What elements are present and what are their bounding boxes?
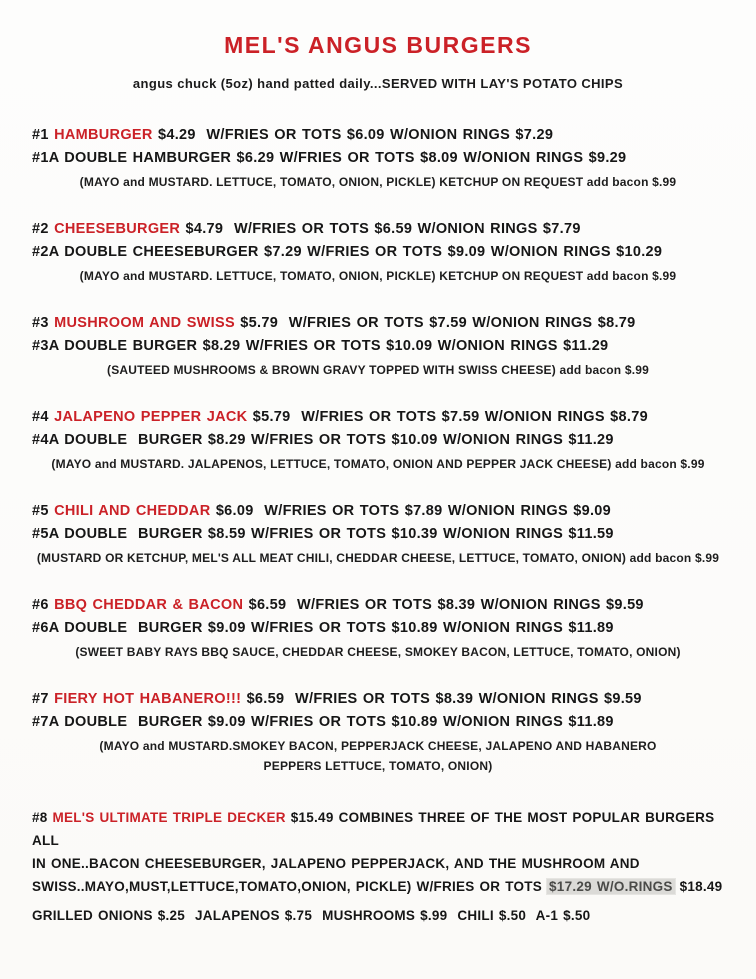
item-name: MUSHROOM AND SWISS bbox=[54, 315, 235, 331]
item-name: CHILI AND CHEDDAR bbox=[54, 503, 211, 519]
menu-item-7 bbox=[32, 688, 724, 776]
menu-item-1 bbox=[32, 124, 724, 192]
menu-item-8 bbox=[32, 806, 724, 927]
menu-item-3 bbox=[32, 312, 724, 380]
item-headline bbox=[32, 406, 724, 429]
menu-subtitle: angus chuck (5oz) hand patted daily...SERVED WITH LAY'S POTATO CHIPS bbox=[132, 76, 624, 91]
item-description: (SWEET BABY RAYS BBQ SAUCE, CHEDDAR CHEESE, SMOKEY BACON, LETTUCE, TOMATO, ONION) bbox=[75, 645, 681, 659]
item-number: #5 bbox=[32, 503, 49, 519]
menu-item-5 bbox=[32, 500, 724, 568]
menu-item-4 bbox=[32, 406, 724, 474]
menu-items bbox=[32, 124, 724, 927]
item-headline bbox=[32, 688, 724, 711]
item-prices: $6.59 W/FRIES OR TOTS $8.39 W/ONION RINGS $9.59 bbox=[246, 691, 642, 707]
item-headline bbox=[32, 218, 724, 241]
item-double-line: #1A DOUBLE HAMBURGER $6.29 W/FRIES OR TOTS $8.09 W/ONION RINGS $9.29 bbox=[32, 150, 627, 166]
menu-item-2 bbox=[32, 218, 724, 286]
item-double-line: #6A DOUBLE BURGER $9.09 W/FRIES OR TOTS $10.89 W/ONION RINGS $11.89 bbox=[32, 620, 614, 636]
item-description: (MAYO and MUSTARD. LETTUCE, TOMATO, ONION, PICKLE) KETCHUP ON REQUEST add bacon $.99 bbox=[79, 269, 677, 283]
ultimate-price-line bbox=[32, 875, 724, 898]
item-prices: $6.59 W/FRIES OR TOTS $8.39 W/ONION RINGS $9.59 bbox=[248, 597, 644, 613]
ultimate-corrected-price: $17.29 W/O.RINGS bbox=[549, 879, 673, 894]
item-prices: $5.79 W/FRIES OR TOTS $7.59 W/ONION RINGS $8.79 bbox=[252, 409, 648, 425]
item-prices: $5.79 W/FRIES OR TOTS $7.59 W/ONION RINGS $8.79 bbox=[240, 315, 636, 331]
item-description: (MAYO and MUSTARD. LETTUCE, TOMATO, ONION, PICKLE) KETCHUP ON REQUEST add bacon $.99 bbox=[79, 175, 677, 189]
item-prices: $4.79 W/FRIES OR TOTS $6.59 W/ONION RINGS $7.79 bbox=[185, 221, 581, 237]
item-name: MEL'S ULTIMATE TRIPLE DECKER bbox=[52, 810, 286, 825]
item-description: (SAUTEED MUSHROOMS & BROWN GRAVY TOPPED WITH SWISS CHEESE) add bacon $.99 bbox=[107, 363, 649, 377]
item-headline bbox=[32, 312, 724, 335]
ultimate-rings-price: $18.49 bbox=[679, 879, 723, 894]
item-number: #3 bbox=[32, 315, 49, 331]
item-double-line: #4A DOUBLE BURGER $8.29 W/FRIES OR TOTS $10.09 W/ONION RINGS $11.29 bbox=[32, 432, 614, 448]
item-number: #8 bbox=[32, 810, 48, 825]
item-description: (MUSTARD OR KETCHUP, MEL'S ALL MEAT CHILI, CHEDDAR CHEESE, LETTUCE, TOMATO, ONION) add bacon $.99 bbox=[36, 551, 720, 565]
item-number: #6 bbox=[32, 597, 49, 613]
item-name: BBQ CHEDDAR & BACON bbox=[54, 597, 244, 613]
item-number: #7 bbox=[32, 691, 49, 707]
item-prices: $6.09 W/FRIES OR TOTS $7.89 W/ONION RINGS $9.09 bbox=[215, 503, 612, 519]
item-headline bbox=[32, 124, 724, 147]
item-headline bbox=[32, 806, 724, 852]
item-name: HAMBURGER bbox=[54, 127, 153, 143]
item-name: JALAPENO PEPPER JACK bbox=[54, 409, 248, 425]
item-prices: $15.49 COMBINES THREE OF THE MOST POPULAR BURGERS ALL bbox=[32, 810, 719, 848]
ultimate-description-line: IN ONE..BACON CHEESEBURGER, JALAPENO PEPPERJACK, AND THE MUSHROOM AND bbox=[32, 856, 640, 871]
menu-title: MEL'S ANGUS BURGERS bbox=[224, 32, 532, 58]
item-description: (MAYO and MUSTARD. JALAPENOS, LETTUCE, TOMATO, ONION AND PEPPER JACK CHEESE) add bacon $.99 bbox=[51, 457, 705, 471]
menu-item-6 bbox=[32, 594, 724, 662]
item-double-line: #7A DOUBLE BURGER $9.09 W/FRIES OR TOTS $10.89 W/ONION RINGS $11.89 bbox=[32, 714, 614, 730]
item-headline bbox=[32, 500, 724, 523]
ultimate-price-line-text: SWISS..MAYO,MUST,LETTUCE,TOMATO,ONION, PICKLE) W/FRIES OR TOTS bbox=[32, 879, 543, 894]
item-number: #1 bbox=[32, 127, 49, 143]
item-double-line: #3A DOUBLE BURGER $8.29 W/FRIES OR TOTS $10.09 W/ONION RINGS $11.29 bbox=[32, 338, 609, 354]
item-double-line: #2A DOUBLE CHEESEBURGER $7.29 W/FRIES OR TOTS $9.09 W/ONION RINGS $10.29 bbox=[32, 244, 663, 260]
item-double-line: #5A DOUBLE BURGER $8.59 W/FRIES OR TOTS $10.39 W/ONION RINGS $11.59 bbox=[32, 526, 614, 542]
item-number: #2 bbox=[32, 221, 49, 237]
item-headline bbox=[32, 594, 724, 617]
item-number: #4 bbox=[32, 409, 49, 425]
extras-line: GRILLED ONIONS $.25 JALAPENOS $.75 MUSHROOMS $.99 CHILI $.50 A-1 $.50 bbox=[32, 908, 591, 923]
item-name: FIERY HOT HABANERO!!! bbox=[54, 691, 242, 707]
item-prices: $4.29 W/FRIES OR TOTS $6.09 W/ONION RINGS $7.29 bbox=[157, 127, 554, 143]
item-description: (MAYO and MUSTARD.SMOKEY BACON, PEPPERJACK CHEESE, JALAPENO AND HABANERO PEPPERS LETTUCE, TOMATO, ONION) bbox=[99, 739, 661, 773]
item-name: CHEESEBURGER bbox=[54, 221, 181, 237]
